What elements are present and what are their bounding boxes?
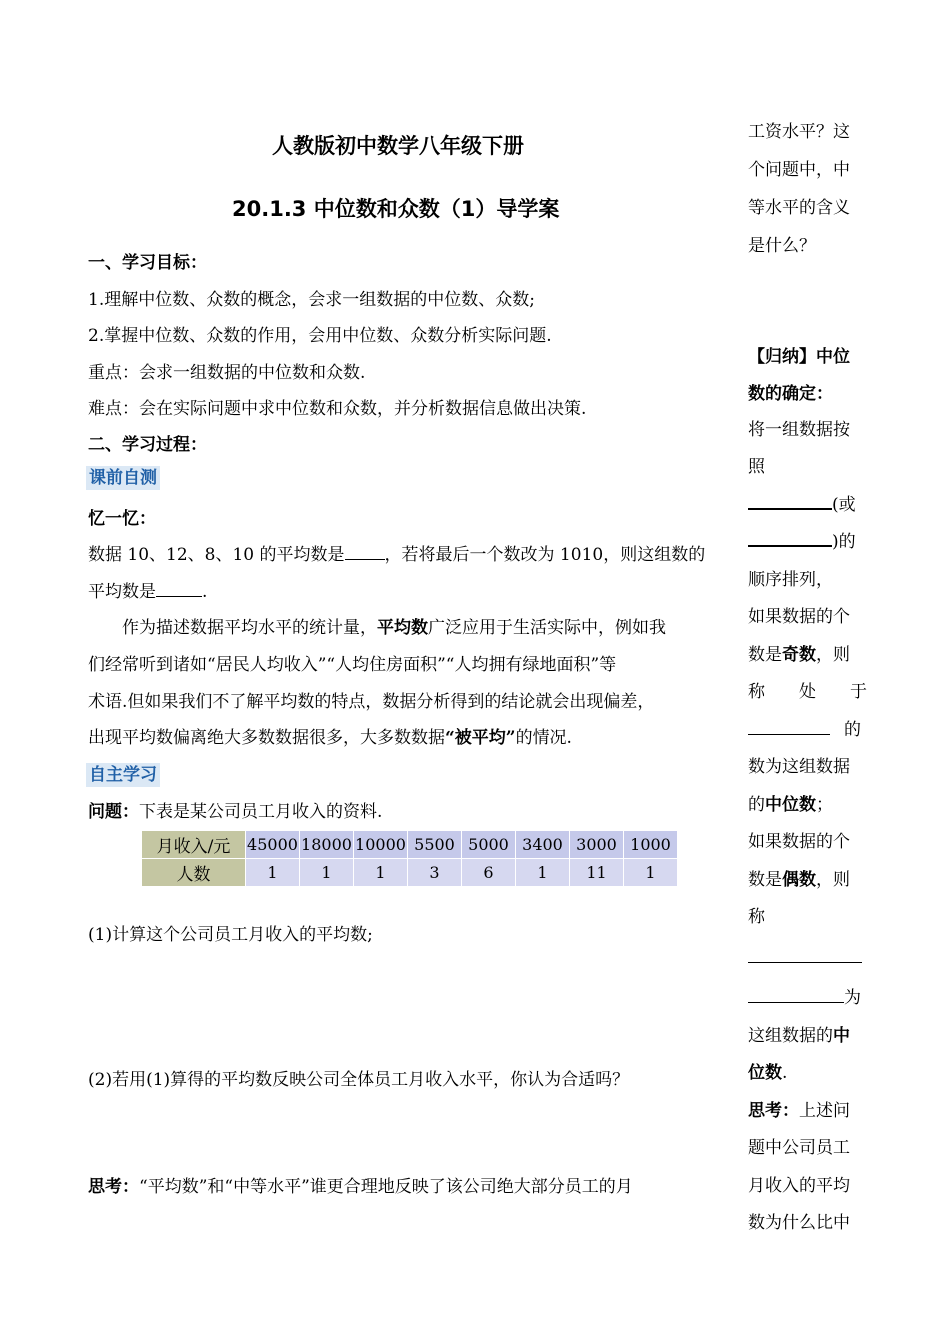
income-row: [142, 831, 678, 859]
side-line: 数为这组数据: [748, 757, 850, 777]
income-cell: 5000: [462, 831, 516, 859]
income-cell: 10000: [354, 831, 408, 859]
side-text: 数是: [748, 645, 782, 665]
paragraph-line-2: 们经常听到诸如“居民人均收入”“人均住房面积”“人均拥有绿地面积”等: [88, 655, 617, 675]
tag-self-study: [86, 760, 160, 785]
count-cell: 3: [408, 859, 462, 887]
answer-blank-descending[interactable]: [748, 527, 832, 547]
tag-self-study-label: 自主学习: [86, 763, 160, 787]
side-text: 的: [844, 720, 861, 740]
count-row-header: 人数: [142, 859, 246, 887]
side-line: 数为什么比中: [748, 1213, 850, 1233]
count-cell: 1: [516, 859, 570, 887]
doc-title: 人教版初中数学八年级下册: [272, 134, 524, 158]
count-cell: 1: [354, 859, 408, 887]
side-bold: 中: [833, 1026, 850, 1046]
question-1: (1)计算这个公司员工月收入的平均数;: [88, 925, 373, 945]
side-text: (或: [832, 495, 856, 515]
side-line: 如果数据的个: [748, 832, 850, 852]
side-bold: 位数: [748, 1063, 782, 1083]
side-line: 顺序排列，: [748, 570, 833, 590]
side-line: 称 处 于: [748, 682, 867, 702]
side-text: 数是: [748, 870, 782, 890]
question-label: 问题：: [88, 802, 139, 822]
para4-text-a: 出现平均数偏离绝大多数数据很多，大多数数据: [88, 728, 445, 748]
key-point: 重点：会求一组数据的中位数和众数.: [88, 363, 366, 383]
side-line: 题中公司员工: [748, 1138, 850, 1158]
side-line: 如果数据的个: [748, 607, 850, 627]
goal-2: 2.掌握中位数、众数的作用，会用中位数、众数分析实际问题.: [88, 326, 552, 346]
side-text: 的: [748, 795, 765, 815]
side-line: [748, 790, 833, 815]
side-blank-line: [748, 983, 861, 1008]
side-bold: 偶数: [782, 870, 816, 890]
think-line: [88, 1172, 633, 1197]
side-line: [748, 1058, 787, 1083]
goal-1: 1.理解中位数、众数的概念，会求一组数据的中位数、众数;: [88, 290, 535, 310]
paragraph-line-3: 术语.但如果我们不了解平均数的特点，数据分析得到的结论就会出现偏差，: [88, 692, 655, 712]
answer-blank-middle[interactable]: [748, 716, 830, 735]
side-line: 工资水平？这: [748, 122, 850, 142]
recall-text-d: .: [202, 582, 208, 602]
side-text: .: [782, 1063, 788, 1083]
tag-preview-label: 课前自测: [86, 466, 160, 490]
question-2: (2)若用(1)算得的平均数反映公司全体员工月收入水平，你认为合适吗？: [88, 1070, 630, 1090]
side-text: 为: [844, 988, 861, 1008]
side-line: 照: [748, 457, 765, 477]
count-cell: 1: [246, 859, 300, 887]
income-cell: 18000: [300, 831, 354, 859]
count-cell: 11: [570, 859, 624, 887]
recall-text-a: 数据 10、12、8、10 的平均数是: [88, 545, 345, 565]
question-text: 下表是某公司员工月收入的资料.: [139, 802, 383, 822]
para1-text-a: 作为描述数据平均水平的统计量，: [122, 618, 377, 638]
income-cell: 5500: [408, 831, 462, 859]
answer-blank-1[interactable]: [345, 559, 385, 560]
answer-blank-even-1[interactable]: [748, 944, 862, 963]
income-cell: 3400: [516, 831, 570, 859]
recall-line-2: [88, 577, 207, 602]
income-cell: 3000: [570, 831, 624, 859]
paragraph-line-4: [88, 723, 572, 748]
side-bold: 奇数: [782, 645, 816, 665]
side-text: ；: [816, 795, 833, 815]
side-bold: 思考：: [748, 1101, 799, 1121]
side-line: 个问题中，中: [748, 160, 850, 180]
side-blank-line: [748, 490, 856, 515]
count-cell: 1: [300, 859, 354, 887]
answer-blank-2[interactable]: [156, 596, 202, 597]
para4-text-b: 的情况.: [515, 728, 572, 748]
side-line: [748, 640, 850, 665]
side-line: 月收入的平均: [748, 1176, 850, 1196]
side-bold: 中位数: [765, 795, 816, 815]
side-line: 将一组数据按: [748, 420, 850, 440]
section-heading-process: 二、学习过程：: [88, 435, 207, 455]
side-line: [748, 1021, 850, 1046]
summary-heading: 【归纳】中位: [748, 347, 850, 367]
recall-text-b: ，若将最后一个数改为 1010，则这组数的: [384, 545, 706, 565]
side-line: 等水平的含义: [748, 198, 850, 218]
side-text: 这组数据的: [748, 1026, 833, 1046]
count-cell: 6: [462, 859, 516, 887]
count-cell: 1: [624, 859, 678, 887]
income-row-header: 月收入/元: [142, 831, 246, 859]
side-text: ，则: [816, 645, 850, 665]
think-label: 思考：: [88, 1177, 139, 1197]
answer-blank-ascending[interactable]: [748, 490, 832, 510]
para1-text-b: 广泛应用于生活实际中，例如我: [428, 618, 666, 638]
doc-subtitle: 20.1.3 中位数和众数（1）导学案: [232, 197, 560, 221]
recall-line-1: [88, 540, 705, 565]
answer-blank-even-2[interactable]: [748, 984, 844, 1003]
income-cell: 1000: [624, 831, 678, 859]
side-text: 上述问: [799, 1101, 850, 1121]
side-line: 是什么？: [748, 236, 816, 256]
side-line: 称: [748, 907, 765, 927]
difficult-point: 难点：会在实际问题中求中位数和众数，并分析数据信息做出决策.: [88, 399, 587, 419]
income-table: [141, 830, 678, 887]
count-row: [142, 859, 678, 887]
question-line: [88, 797, 382, 822]
side-text: )的: [832, 532, 856, 552]
section-heading-goals: 一、学习目标：: [88, 253, 207, 273]
side-text: ，则: [816, 870, 850, 890]
tag-preview-test: [86, 463, 160, 488]
summary-heading-2: 数的确定：: [748, 384, 833, 404]
recall-title: 忆一忆：: [88, 509, 156, 529]
side-blank-line: [748, 527, 856, 552]
side-line: [748, 865, 850, 890]
paragraph-line-1: [122, 613, 666, 638]
side-line: [748, 1096, 850, 1121]
think-text: “平均数”和“中等水平”谁更合理地反映了该公司绝大部分员工的月: [139, 1177, 633, 1197]
para4-bold: “被平均”: [445, 728, 516, 748]
income-cell: 45000: [246, 831, 300, 859]
side-blank-line: [748, 715, 861, 740]
para1-bold: 平均数: [377, 618, 428, 638]
recall-text-c: 平均数是: [88, 582, 156, 602]
side-blank-line: [748, 944, 862, 968]
